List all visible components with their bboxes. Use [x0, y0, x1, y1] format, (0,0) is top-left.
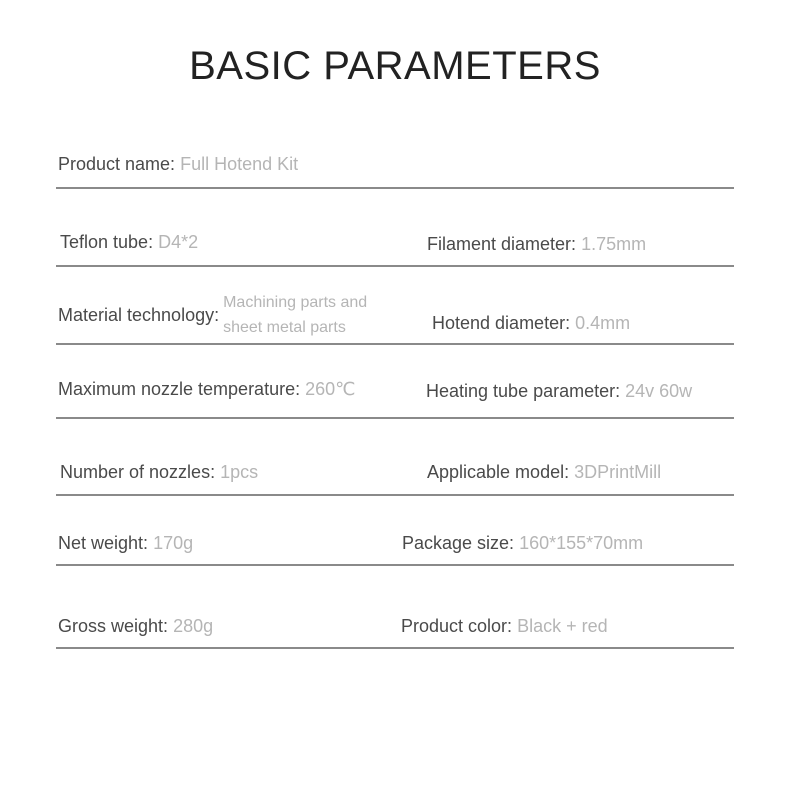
param-value: 3DPrintMill: [574, 462, 662, 482]
param-value: [223, 290, 367, 340]
param-max-nozzle-temp: [58, 378, 355, 400]
row-divider: [56, 187, 734, 189]
param-material-technology: [58, 290, 367, 340]
param-label: Product name:: [58, 154, 176, 174]
param-value: Black + red: [517, 616, 608, 636]
param-label: Package size:: [402, 533, 515, 553]
param-product-color: [401, 615, 608, 637]
param-label: Material technology:: [58, 305, 220, 325]
param-value-line: Machining parts and: [223, 294, 368, 311]
param-value: 260℃: [305, 379, 356, 399]
param-filament-diameter: [427, 233, 646, 255]
param-value: 1pcs: [220, 462, 259, 482]
row-divider: [56, 343, 734, 345]
row-divider: [56, 564, 734, 566]
page-title: BASIC PARAMETERS: [189, 44, 601, 88]
param-value-line: sheet metal parts: [223, 319, 346, 336]
param-label: Filament diameter:: [427, 234, 577, 254]
param-gross-weight: [58, 615, 213, 637]
param-label: Maximum nozzle temperature:: [58, 379, 301, 399]
row-divider: [56, 265, 734, 267]
param-package-size: [402, 532, 643, 554]
param-label: Gross weight:: [58, 616, 169, 636]
param-value: 24v 60w: [625, 381, 693, 401]
row-divider: [56, 494, 734, 496]
param-net-weight: [58, 532, 193, 554]
param-value: 0.4mm: [575, 313, 631, 333]
param-label: Hotend diameter:: [432, 313, 571, 333]
param-label: Number of nozzles:: [60, 462, 216, 482]
param-label: Applicable model:: [427, 462, 570, 482]
param-teflon-tube: [60, 231, 198, 253]
param-label: Product color:: [401, 616, 513, 636]
row-divider: [56, 647, 734, 649]
param-label: Teflon tube:: [60, 232, 154, 252]
param-label: Net weight:: [58, 533, 149, 553]
row-divider: [56, 417, 734, 419]
param-product-name: [58, 153, 298, 175]
param-value: 1.75mm: [581, 234, 647, 254]
param-heating-tube: [426, 380, 692, 402]
param-value: 170g: [153, 533, 194, 553]
param-value: 160*155*70mm: [519, 533, 644, 553]
param-value: D4*2: [158, 232, 199, 252]
param-value: 280g: [173, 616, 214, 636]
param-value: Full Hotend Kit: [180, 154, 299, 174]
param-label: Heating tube parameter:: [426, 381, 621, 401]
param-nozzles: [60, 461, 258, 483]
param-hotend-diameter: [432, 312, 630, 334]
param-applicable-model: [427, 461, 661, 483]
